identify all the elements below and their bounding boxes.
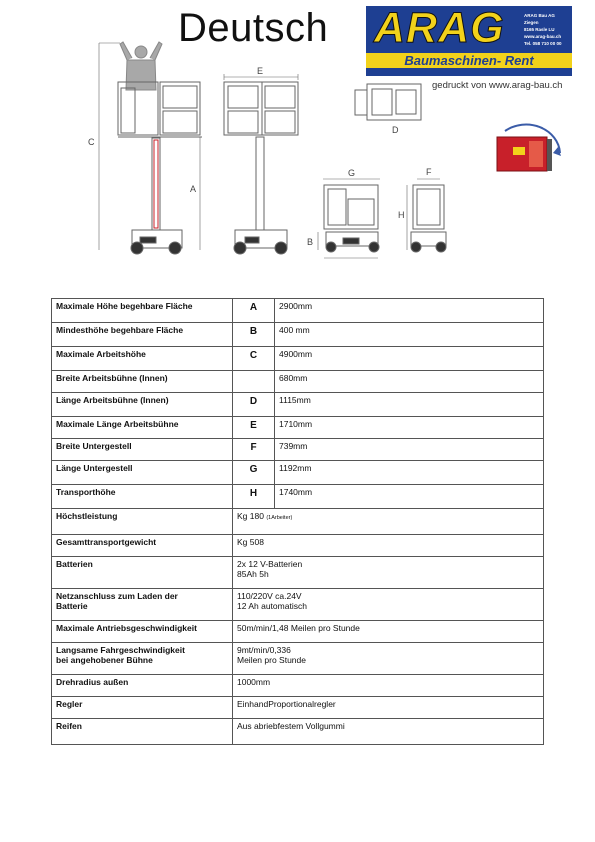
spec-label: Gesamttransportgewicht	[52, 535, 233, 557]
printed-by-text: gedruckt von www.arag-bau.ch	[432, 80, 563, 91]
spec-row	[52, 509, 544, 535]
dim-label-a: A	[190, 184, 197, 194]
spec-label: Höchstleistung	[52, 509, 233, 535]
spec-value: 2900mm	[275, 299, 544, 323]
collapsed-front-view-drawing	[407, 179, 446, 252]
spec-value: 9mt/min/0,336 Meilen pro Stunde	[233, 643, 544, 675]
spec-row	[52, 675, 544, 697]
logo-wordmark: ARAG	[374, 6, 505, 52]
dim-label-g: G	[348, 168, 356, 178]
spec-dimension-letter: E	[233, 417, 275, 439]
spec-dimension-letter: F	[233, 439, 275, 461]
page-title: Deutsch	[178, 6, 329, 50]
dim-label-h: H	[398, 210, 405, 220]
dim-label-d: D	[392, 125, 399, 135]
spec-label: Langsame Fahrgeschwindigkeit bei angehobener Bühne	[52, 643, 233, 675]
spec-value: Aus abriebfestem Vollgummi	[233, 719, 544, 745]
spec-label: Reifen	[52, 719, 233, 745]
spec-label: Länge Untergestell	[52, 461, 233, 485]
spec-dimension-letter: A	[233, 299, 275, 323]
side-view-drawing	[99, 42, 202, 254]
spec-dimension-letter: D	[233, 393, 275, 417]
spec-label: Mindesthöhe begehbare Fläche	[52, 323, 233, 347]
spec-row	[52, 417, 544, 439]
spec-value: 400 mm	[275, 323, 544, 347]
spec-table	[51, 298, 544, 745]
dim-label-e: E	[257, 66, 264, 76]
spec-row	[52, 371, 544, 393]
spec-dimension-letter: H	[233, 485, 275, 509]
rotation-inset	[497, 125, 561, 171]
spec-value: 2x 12 V-Batterien 85Ah 5h	[233, 557, 544, 589]
spec-row	[52, 347, 544, 371]
spec-row	[52, 393, 544, 417]
spec-label: Maximale Antriebsgeschwindigkeit	[52, 621, 233, 643]
spec-value: 1740mm	[275, 485, 544, 509]
operator-figure-icon	[120, 42, 162, 90]
dim-label-c: C	[88, 137, 95, 147]
spec-label: Maximale Länge Arbeitsbühne	[52, 417, 233, 439]
spec-label: Netzanschluss zum Laden der Batterie	[52, 589, 233, 621]
spec-label: Batterien	[52, 557, 233, 589]
spec-value-main: Kg 180	[237, 511, 264, 521]
spec-value: Kg 508	[233, 535, 544, 557]
spec-value: 1115mm	[275, 393, 544, 417]
spec-row	[52, 299, 544, 323]
spec-label: Breite Arbeitsbühne (Innen)	[52, 371, 233, 393]
spec-row	[52, 697, 544, 719]
spec-row	[52, 535, 544, 557]
logo-address: ARAG Bau AG Ziegen 8165 Rasle LU www.arag-bau.ch Tel. 058 710 00 00	[524, 13, 562, 46]
spec-value: EinhandProportionalregler	[233, 697, 544, 719]
spec-label: Länge Arbeitsbühne (Innen)	[52, 393, 233, 417]
spec-dimension-letter: C	[233, 347, 275, 371]
spec-value: 4900mm	[275, 347, 544, 371]
spec-dimension-letter: B	[233, 323, 275, 347]
spec-label: Transporthöhe	[52, 485, 233, 509]
spec-value: 739mm	[275, 439, 544, 461]
spec-value	[233, 509, 544, 535]
spec-dimension-letter	[233, 371, 275, 393]
spec-label: Maximale Arbeitshöhe	[52, 347, 233, 371]
front-view-drawing	[224, 74, 298, 254]
spec-row	[52, 461, 544, 485]
spec-row	[52, 719, 544, 745]
spec-row	[52, 485, 544, 509]
spec-label: Drehradius außen	[52, 675, 233, 697]
spec-row	[52, 643, 544, 675]
spec-label: Regler	[52, 697, 233, 719]
spec-value: 110/220V ca.24V 12 Ah automatisch	[233, 589, 544, 621]
spec-row	[52, 439, 544, 461]
dim-label-f: F	[426, 167, 432, 177]
spec-value: 1000mm	[233, 675, 544, 697]
spec-row	[52, 589, 544, 621]
spec-value-note: (1Arbeiter)	[266, 515, 293, 521]
lift-dimension-drawings	[0, 0, 595, 300]
spec-dimension-letter: G	[233, 461, 275, 485]
spec-row	[52, 557, 544, 589]
spec-row	[52, 323, 544, 347]
top-view-drawing	[355, 84, 421, 120]
spec-label: Maximale Höhe begehbare Fläche	[52, 299, 233, 323]
spec-value: 680mm	[275, 371, 544, 393]
logo-tagline: Baumaschinen- Rent	[404, 53, 534, 68]
collapsed-side-view-drawing	[318, 179, 380, 258]
spec-value: 1192mm	[275, 461, 544, 485]
spec-value: 1710mm	[275, 417, 544, 439]
dim-label-b: B	[307, 237, 314, 247]
spec-value: 50m/min/1,48 Meilen pro Stunde	[233, 621, 544, 643]
spec-row	[52, 621, 544, 643]
spec-label: Breite Untergestell	[52, 439, 233, 461]
